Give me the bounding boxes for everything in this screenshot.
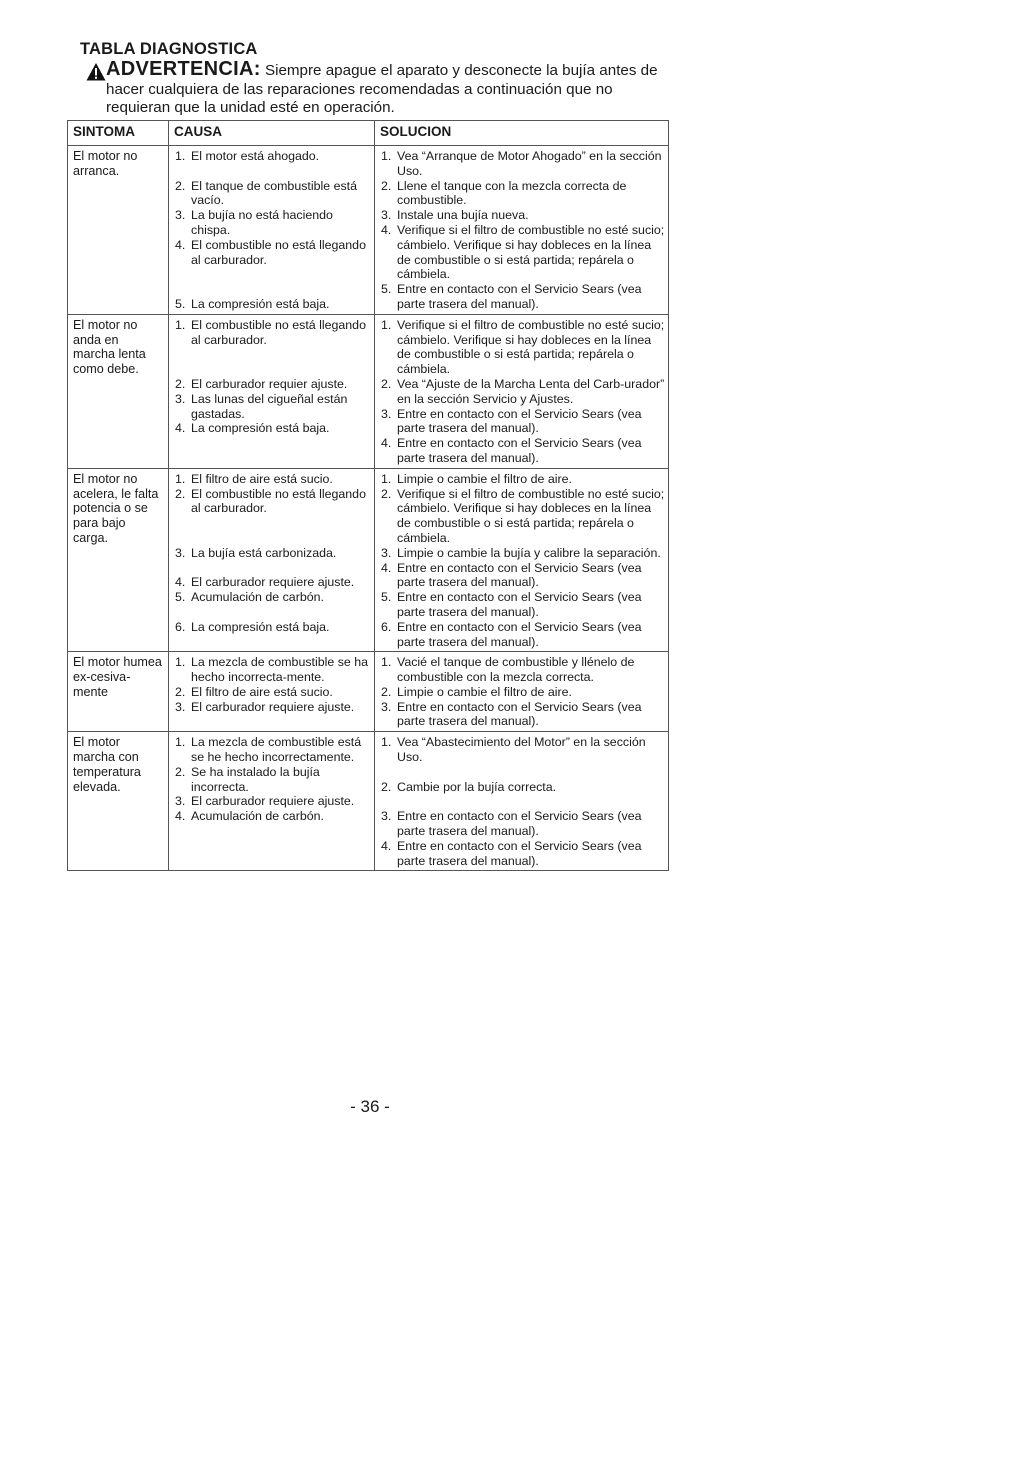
header-solution: SOLUCION bbox=[375, 121, 669, 146]
cause-item bbox=[175, 685, 372, 700]
item-number: 3. bbox=[381, 809, 392, 824]
item-number: 5. bbox=[381, 282, 392, 297]
item-number: 1. bbox=[175, 471, 186, 486]
item-text: Instale una bujía nueva. bbox=[397, 208, 529, 223]
solution-item bbox=[381, 590, 666, 620]
diagnostic-table bbox=[67, 120, 669, 871]
item-number: 3. bbox=[175, 699, 186, 714]
item-number: 4. bbox=[175, 809, 186, 824]
item-text: La mezcla de combustible está se he hecho incorrectamente. bbox=[191, 735, 362, 765]
symptom-cell: El motor humea ex-cesiva-mente bbox=[68, 652, 169, 732]
item-text: Vacié el tanque de combustible y llénelo de combustible con la mezcla correcta. bbox=[397, 655, 635, 685]
symptom-cell: El motor marcha con temperatura elevada. bbox=[68, 732, 169, 871]
cause-item bbox=[175, 765, 372, 795]
item-number: 1. bbox=[175, 735, 186, 750]
solution-item bbox=[381, 318, 666, 377]
section-heading: TABLA DIAGNOSTICA bbox=[80, 40, 258, 58]
spacer bbox=[175, 531, 372, 546]
header-cause: CAUSA bbox=[169, 121, 375, 146]
solution-item bbox=[381, 436, 666, 466]
item-number: 4. bbox=[175, 575, 186, 590]
item-text: El carburador requiere ajuste. bbox=[191, 699, 355, 714]
item-text: Entre en contacto con el Servicio Sears (vea parte trasera del manual). bbox=[397, 838, 642, 868]
cause-item bbox=[175, 620, 372, 635]
item-number: 4. bbox=[175, 237, 186, 252]
cause-item bbox=[175, 318, 372, 348]
warning-text-block bbox=[106, 60, 666, 118]
item-text: La bujía está carbonizada. bbox=[191, 545, 337, 560]
solution-item bbox=[381, 208, 666, 223]
header-symptom: SINTOMA bbox=[68, 121, 169, 146]
item-text: Entre en contacto con el Servicio Sears (vea parte trasera del manual). bbox=[397, 406, 642, 436]
spacer bbox=[175, 516, 372, 531]
item-text: Entre en contacto con el Servicio Sears (vea parte trasera del manual). bbox=[397, 699, 642, 729]
item-number: 1. bbox=[381, 149, 392, 163]
cause-item bbox=[175, 794, 372, 809]
solution-item bbox=[381, 282, 666, 312]
item-text: Vea “Ajuste de la Marcha Lenta del Carb-urador” en la sección Servicio y Ajustes. bbox=[397, 376, 665, 406]
item-number: 5. bbox=[175, 590, 186, 605]
item-text: La mezcla de combustible se ha hecho incorrecta-mente. bbox=[191, 655, 369, 685]
item-number: 2. bbox=[175, 178, 186, 193]
item-number: 1. bbox=[381, 471, 392, 486]
solution-cell bbox=[375, 732, 669, 871]
item-text: Llene el tanque con la mezcla correcta de combustible. bbox=[397, 178, 627, 208]
item-number: 2. bbox=[381, 779, 392, 794]
item-number: 3. bbox=[175, 794, 186, 809]
item-text: Entre en contacto con el Servicio Sears (vea parte trasera del manual). bbox=[397, 809, 642, 839]
solution-item bbox=[381, 223, 666, 282]
item-number: 3. bbox=[175, 545, 186, 560]
item-number: 1. bbox=[175, 149, 186, 163]
item-text: El carburador requiere ajuste. bbox=[191, 575, 355, 590]
item-number: 3. bbox=[381, 699, 392, 714]
solution-item bbox=[381, 780, 666, 795]
item-number: 4. bbox=[175, 421, 186, 436]
item-number: 4. bbox=[381, 222, 392, 237]
page-number: - 36 - bbox=[350, 1097, 390, 1116]
spacer bbox=[175, 267, 372, 282]
solution-item bbox=[381, 620, 666, 650]
solution-item bbox=[381, 149, 666, 179]
solution-item bbox=[381, 685, 666, 700]
item-number: 3. bbox=[381, 406, 392, 421]
item-number: 1. bbox=[381, 735, 392, 750]
spacer bbox=[381, 794, 666, 809]
solution-cell bbox=[375, 652, 669, 732]
cause-cell bbox=[169, 146, 375, 315]
item-text: Limpie o cambie el filtro de aire. bbox=[397, 684, 572, 699]
item-number: 3. bbox=[381, 208, 392, 223]
item-number: 6. bbox=[175, 619, 186, 634]
solution-item bbox=[381, 809, 666, 839]
item-text: Verifique si el filtro de combustible no esté sucio; cámbielo. Verifique si hay dobleces en la línea de combustible o si está partida; repárela o cámbiela. bbox=[397, 222, 665, 282]
item-number: 2. bbox=[381, 486, 392, 501]
cause-item bbox=[175, 208, 372, 238]
cause-item bbox=[175, 546, 372, 561]
item-number: 2. bbox=[381, 178, 392, 193]
solution-cell bbox=[375, 146, 669, 315]
item-text: La compresión está baja. bbox=[191, 296, 330, 311]
solution-item bbox=[381, 546, 666, 561]
item-number: 3. bbox=[381, 545, 392, 560]
item-text: El carburador requier ajuste. bbox=[191, 376, 348, 391]
solution-item bbox=[381, 472, 666, 487]
solution-item bbox=[381, 407, 666, 437]
item-text: Entre en contacto con el Servicio Sears (vea parte trasera del manual). bbox=[397, 282, 642, 311]
cause-item bbox=[175, 487, 372, 517]
item-text: El carburador requiere ajuste. bbox=[191, 794, 355, 809]
cause-item bbox=[175, 297, 372, 312]
item-number: 4. bbox=[381, 838, 392, 853]
item-number: 5. bbox=[381, 590, 392, 605]
item-text: Verifique si el filtro de combustible no esté sucio; cámbielo. Verifique si hay dobleces en la línea de combustible o si está partida; repárela o cámbiela. bbox=[397, 317, 665, 377]
item-text: Limpie o cambie el filtro de aire. bbox=[397, 471, 572, 486]
cause-item bbox=[175, 179, 372, 209]
item-text: El tanque de combustible está vacío. bbox=[191, 178, 358, 208]
item-text: La bujía no está haciendo chispa. bbox=[191, 208, 333, 237]
cause-item bbox=[175, 421, 372, 436]
item-text: Las lunas del cigueñal están gastadas. bbox=[191, 391, 348, 421]
symptom-cell: El motor no acelera, le falta potencia o se para bajo carga. bbox=[68, 468, 169, 652]
spacer bbox=[175, 164, 372, 179]
item-text: Vea “Arranque de Motor Ahogado” en la sección Uso. bbox=[397, 149, 662, 178]
solution-item bbox=[381, 377, 666, 407]
table-row bbox=[68, 732, 669, 871]
table-row bbox=[68, 652, 669, 732]
item-number: 6. bbox=[381, 619, 392, 634]
item-text: El combustible no está llegando al carburador. bbox=[191, 486, 366, 516]
item-number: 2. bbox=[381, 684, 392, 699]
cause-item bbox=[175, 238, 372, 268]
spacer bbox=[175, 282, 372, 297]
table-row bbox=[68, 468, 669, 652]
item-text: El combustible no está llegando al carburador. bbox=[191, 237, 366, 267]
warning-text: Siempre apague el aparato y desconecte la bujía antes de hacer cualquiera de las reparaciones recomendadas a continuación que no requieran que la unidad esté en operación. bbox=[106, 62, 658, 116]
cause-item bbox=[175, 472, 372, 487]
solution-item bbox=[381, 839, 666, 869]
table-body bbox=[68, 146, 669, 871]
item-text: Vea “Abastecimiento del Motor” en la sección Uso. bbox=[397, 735, 646, 765]
item-text: La compresión está baja. bbox=[191, 619, 330, 634]
item-text: Entre en contacto con el Servicio Sears (vea parte trasera del manual). bbox=[397, 590, 642, 619]
spacer bbox=[381, 765, 666, 780]
spacer bbox=[175, 561, 372, 576]
item-number: 2. bbox=[381, 376, 392, 391]
solution-item bbox=[381, 487, 666, 546]
cause-item bbox=[175, 809, 372, 824]
warning-title: ADVERTENCIA: bbox=[106, 58, 261, 80]
item-number: 4. bbox=[381, 436, 392, 451]
solution-item bbox=[381, 561, 666, 591]
item-number: 2. bbox=[175, 684, 186, 699]
item-text: Entre en contacto con el Servicio Sears (vea parte trasera del manual). bbox=[397, 436, 642, 465]
solution-item bbox=[381, 655, 666, 685]
item-number: 1. bbox=[175, 655, 186, 670]
spacer bbox=[175, 605, 372, 620]
solution-item bbox=[381, 700, 666, 730]
solution-item bbox=[381, 735, 666, 765]
item-number: 1. bbox=[175, 317, 186, 332]
cause-cell bbox=[169, 732, 375, 871]
symptom-cell: El motor no arranca. bbox=[68, 146, 169, 315]
warning-block bbox=[86, 60, 666, 118]
item-text: Limpie o cambie la bujía y calibre la separación. bbox=[397, 545, 661, 560]
solution-cell bbox=[375, 314, 669, 468]
solution-item bbox=[381, 179, 666, 209]
item-text: El filtro de aire está sucio. bbox=[191, 684, 333, 699]
cause-item bbox=[175, 655, 372, 685]
spacer bbox=[175, 362, 372, 377]
table-header-row bbox=[68, 121, 669, 146]
item-text: El motor está ahogado. bbox=[191, 149, 320, 163]
cause-cell bbox=[169, 468, 375, 652]
item-number: 1. bbox=[381, 317, 392, 332]
solution-cell bbox=[375, 468, 669, 652]
item-number: 2. bbox=[175, 376, 186, 391]
cause-item bbox=[175, 392, 372, 422]
item-text: Acumulación de carbón. bbox=[191, 590, 324, 605]
warning-triangle-icon bbox=[86, 62, 106, 82]
item-number: 4. bbox=[381, 560, 392, 575]
spacer bbox=[175, 347, 372, 362]
item-text: Acumulación de carbón. bbox=[191, 809, 324, 824]
item-text: Entre en contacto con el Servicio Sears (vea parte trasera del manual). bbox=[397, 619, 642, 649]
table-row bbox=[68, 314, 669, 468]
table-row bbox=[68, 146, 669, 315]
item-text: La compresión está baja. bbox=[191, 421, 330, 436]
cause-item bbox=[175, 700, 372, 715]
item-text: Se ha instalado la bujía incorrecta. bbox=[191, 764, 320, 794]
cause-item bbox=[175, 149, 372, 164]
item-number: 2. bbox=[175, 764, 186, 779]
item-number: 2. bbox=[175, 486, 186, 501]
item-text: Cambie por la bujía correcta. bbox=[397, 779, 557, 794]
cause-item bbox=[175, 575, 372, 590]
item-text: Entre en contacto con el Servicio Sears (vea parte trasera del manual). bbox=[397, 560, 642, 590]
item-text: El filtro de aire está sucio. bbox=[191, 471, 333, 486]
item-text: El combustible no está llegando al carburador. bbox=[191, 317, 366, 347]
cause-item bbox=[175, 377, 372, 392]
cause-cell bbox=[169, 314, 375, 468]
symptom-cell: El motor no anda en marcha lenta como debe. bbox=[68, 314, 169, 468]
item-number: 5. bbox=[175, 296, 186, 311]
item-number: 3. bbox=[175, 391, 186, 406]
item-number: 3. bbox=[175, 208, 186, 223]
item-number: 1. bbox=[381, 655, 392, 670]
cause-item bbox=[175, 590, 372, 605]
item-text: Verifique si el filtro de combustible no esté sucio; cámbielo. Verifique si hay dobleces en la línea de combustible o si está partida; repárela o cámbiela. bbox=[397, 486, 665, 545]
cause-cell bbox=[169, 652, 375, 732]
cause-item bbox=[175, 735, 372, 765]
